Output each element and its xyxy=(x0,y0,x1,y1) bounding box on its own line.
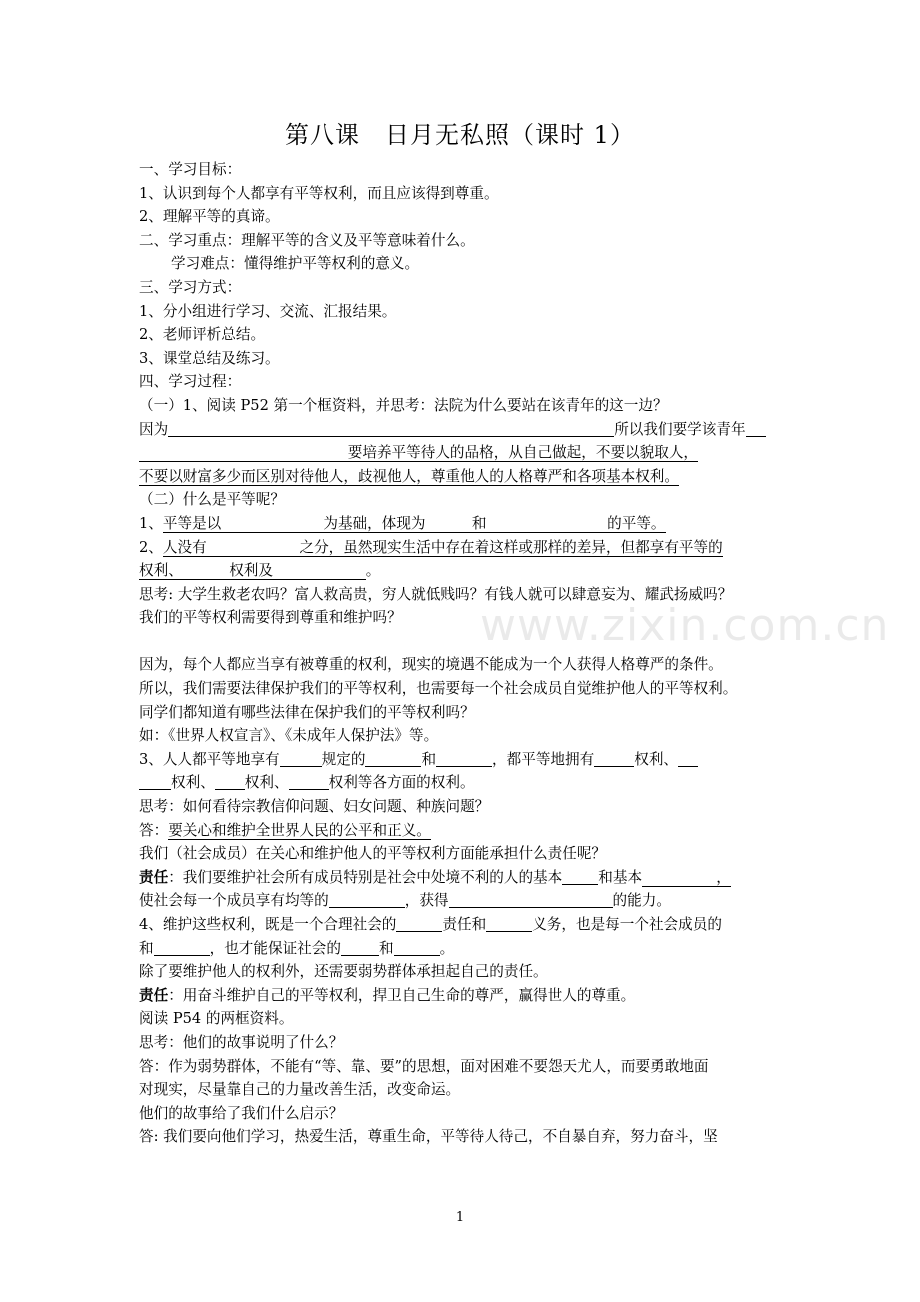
page-number: 1 xyxy=(455,1210,465,1225)
fill-line xyxy=(139,418,799,442)
fill-line xyxy=(139,937,799,961)
answer-blank[interactable] xyxy=(154,938,210,956)
text-line: 我们的平等权利需要得到尊重和维护吗？ xyxy=(139,609,402,627)
fill-line xyxy=(139,913,799,937)
responsibility-label: 责任 xyxy=(139,868,169,886)
blank-space[interactable] xyxy=(221,515,323,532)
underlined-text xyxy=(163,539,723,557)
answer-blank[interactable] xyxy=(289,772,329,790)
text-line: 思考：他们的故事说明了什么？ xyxy=(139,1033,344,1051)
text-segment: 人没有 xyxy=(162,538,207,556)
text-segment: 要培养平等待人的品格，从自己做起，不要以貌取人， xyxy=(347,444,699,462)
underlined-text xyxy=(642,869,731,887)
blank-space[interactable] xyxy=(642,869,716,886)
watermark: www.zixin.com.cn xyxy=(480,600,890,651)
text-line: 2、理解平等的真谛。 xyxy=(139,208,280,226)
answer-blank[interactable] xyxy=(594,749,634,767)
text-segment: 为基础，体现为 xyxy=(323,514,426,532)
text-line: 因为，每个人都应当享有被尊重的权利，现实的境遇不能成为一个人获得人格尊严的条件。 xyxy=(139,656,723,674)
blank-space[interactable] xyxy=(487,515,608,532)
text-segment: ， xyxy=(716,868,731,886)
text-line: 如：《世界人权宣言》、《未成年人保护法》等。 xyxy=(139,727,439,745)
text-segment: 和 xyxy=(378,939,394,957)
fill-line xyxy=(139,536,799,560)
underlined-line xyxy=(139,465,799,489)
text-line: 三、学习方式： xyxy=(139,278,242,296)
fill-line xyxy=(139,866,799,890)
text-line: 答: 我们要向他们学习，热爱生活，尊重生命，平等待人待己，不自暴自弃，努力奋斗，坚 xyxy=(139,1128,718,1146)
answer-blank[interactable] xyxy=(394,938,440,956)
text-segment: 所以我们要学该青年 xyxy=(614,420,746,438)
responsibility-label: 责任 xyxy=(139,986,169,1004)
text-segment: 权利及 xyxy=(229,562,273,580)
text-segment: 责任和 xyxy=(442,916,487,933)
text-segment: 平等是以 xyxy=(162,514,222,532)
answer-blank[interactable] xyxy=(396,914,442,932)
blank-space[interactable] xyxy=(207,539,300,556)
text-segment: ：用奋斗维护自己的平等权利，捍卫自己生命的尊严，赢得世人的尊重。 xyxy=(168,986,636,1004)
text-line: 除了要维护他人的权利外，还需要弱势群体承担起自己的责任。 xyxy=(139,963,548,981)
text-segment: 权利、 xyxy=(634,750,679,768)
text-segment: 1、 xyxy=(139,514,163,532)
text-segment: 权利、 xyxy=(139,562,183,580)
underlined-text xyxy=(163,515,666,533)
text-segment: 答： xyxy=(139,821,169,839)
text-segment: 权利、 xyxy=(244,774,289,792)
text-segment: ，也才能保证社会的 xyxy=(209,939,341,957)
document-body xyxy=(139,158,799,1149)
text-segment: 2、 xyxy=(139,538,163,556)
fill-line xyxy=(139,748,799,772)
blank-space xyxy=(139,444,348,461)
answer-blank[interactable] xyxy=(139,772,171,790)
fill-line xyxy=(139,771,799,795)
answer-blank[interactable] xyxy=(678,749,698,767)
text-segment: 之分，虽然现实生活中存在着这样或那样的差异，但都享有平等的 xyxy=(299,538,723,556)
text-line: 1、分小组进行学习、交流、汇报结果。 xyxy=(139,302,397,320)
text-line: 学习难点：懂得维护平等权利的意义。 xyxy=(171,255,420,273)
text-line: 3、课堂总结及练习。 xyxy=(139,349,280,367)
text-segment: 因为 xyxy=(139,420,169,438)
text-line: （二）什么是平等呢？ xyxy=(139,491,285,509)
text-line: 所以，我们需要法律保护我们的平等权利，也需要每一个社会成员自觉维护他人的平等权利。 xyxy=(139,680,738,698)
text-segment: 和基本 xyxy=(598,868,643,886)
text-segment: ，都平等地拥有 xyxy=(492,750,595,768)
text-segment: 权利等各方面的权利。 xyxy=(328,774,475,792)
text-line: 二、学习重点：理解平等的含义及平等意味着什么。 xyxy=(139,231,475,249)
blank-space[interactable] xyxy=(426,515,472,532)
answer-blank[interactable] xyxy=(449,890,613,908)
text-segment: 使社会每一个成员享有均等的 xyxy=(139,892,329,910)
text-line: 我们（社会成员）在关心和维护他人的平等权利方面能承担什么责任呢？ xyxy=(139,845,607,863)
page-title: 第八课 日月无私照（课时 1） xyxy=(285,121,635,149)
underlined-line xyxy=(139,441,799,465)
text-segment: 和 xyxy=(139,939,154,957)
text-line: 阅读 P54 的两框资料。 xyxy=(139,1010,294,1028)
text-line: 思考: 大学生救老农吗？富人救高贵，穷人就低贱吗？有钱人就可以肆意妄为、耀武扬威吗？ xyxy=(139,585,733,603)
text-segment: 的平等。 xyxy=(607,514,666,532)
answer-blank[interactable] xyxy=(486,914,532,932)
underlined-text xyxy=(139,444,698,462)
answer-blank[interactable] xyxy=(746,419,766,437)
text-segment: 权利、 xyxy=(171,774,215,792)
underlined-text: 要关心和维护全世界人民的公平和正义。 xyxy=(168,821,431,839)
text-line: 他们的故事给了我们什么启示？ xyxy=(139,1104,344,1122)
underlined-text: 不要以财富多少而区别对待他人，歧视他人，尊重他人的人格尊严和各项基本权利。 xyxy=(139,467,679,485)
fill-line xyxy=(139,889,799,913)
answer-line xyxy=(139,819,799,843)
text-segment: 和 xyxy=(421,750,437,768)
blank-space[interactable] xyxy=(273,562,366,579)
answer-blank[interactable] xyxy=(341,938,379,956)
answer-blank[interactable] xyxy=(168,419,614,437)
text-line: 四、学习过程： xyxy=(139,373,242,391)
text-line xyxy=(139,984,799,1008)
text-line: 同学们都知道有哪些法律在保护我们的平等权利吗？ xyxy=(139,703,475,721)
underlined-text xyxy=(139,562,366,580)
text-segment: 。 xyxy=(439,939,455,957)
answer-blank[interactable] xyxy=(436,749,492,767)
answer-blank[interactable] xyxy=(329,890,405,908)
text-line: 对现实，尽量靠自己的力量改善生活，改变命运。 xyxy=(139,1081,461,1099)
text-segment: 和 xyxy=(471,514,487,532)
answer-blank[interactable] xyxy=(562,867,598,885)
blank-line xyxy=(139,630,799,654)
fill-line xyxy=(139,512,799,536)
text-segment: ，获得 xyxy=(404,892,449,910)
text-segment: 的能力。 xyxy=(612,892,671,910)
text-segment: 义务，也是每一个社会成员的 xyxy=(532,916,722,933)
text-line: 1、认识到每个人都享有平等权利，而且应该得到尊重。 xyxy=(139,184,499,202)
text-line: 答：作为弱势群体，不能有“等、靠、要”的思想，面对困难不要怨天尤人，而要勇敢地面 xyxy=(139,1057,709,1075)
text-line: 一、学习目标： xyxy=(139,161,242,178)
text-segment: 3、人人都平等地享有 xyxy=(139,750,280,768)
blank-space[interactable] xyxy=(183,562,229,579)
answer-blank[interactable] xyxy=(280,749,322,767)
text-segment: ：我们要维护社会所有成员特别是社会中处境不利的人的基本 xyxy=(168,868,563,886)
text-line: 2、老师评析总结。 xyxy=(139,326,266,344)
text-segment: 规定的 xyxy=(321,750,366,768)
answer-blank[interactable] xyxy=(365,749,421,767)
fill-line xyxy=(139,559,799,583)
text-line: （一）1、阅读 P52 第一个框资料，并思考：法院为什么要站在该青年的这一边？ xyxy=(139,396,668,414)
text-segment: 4、维护这些权利，既是一个合理社会的 xyxy=(139,916,397,933)
answer-blank[interactable] xyxy=(215,772,245,790)
text-line: 思考：如何看待宗教信仰问题、妇女问题、种族问题？ xyxy=(139,798,490,816)
text-segment: 。 xyxy=(365,562,381,580)
